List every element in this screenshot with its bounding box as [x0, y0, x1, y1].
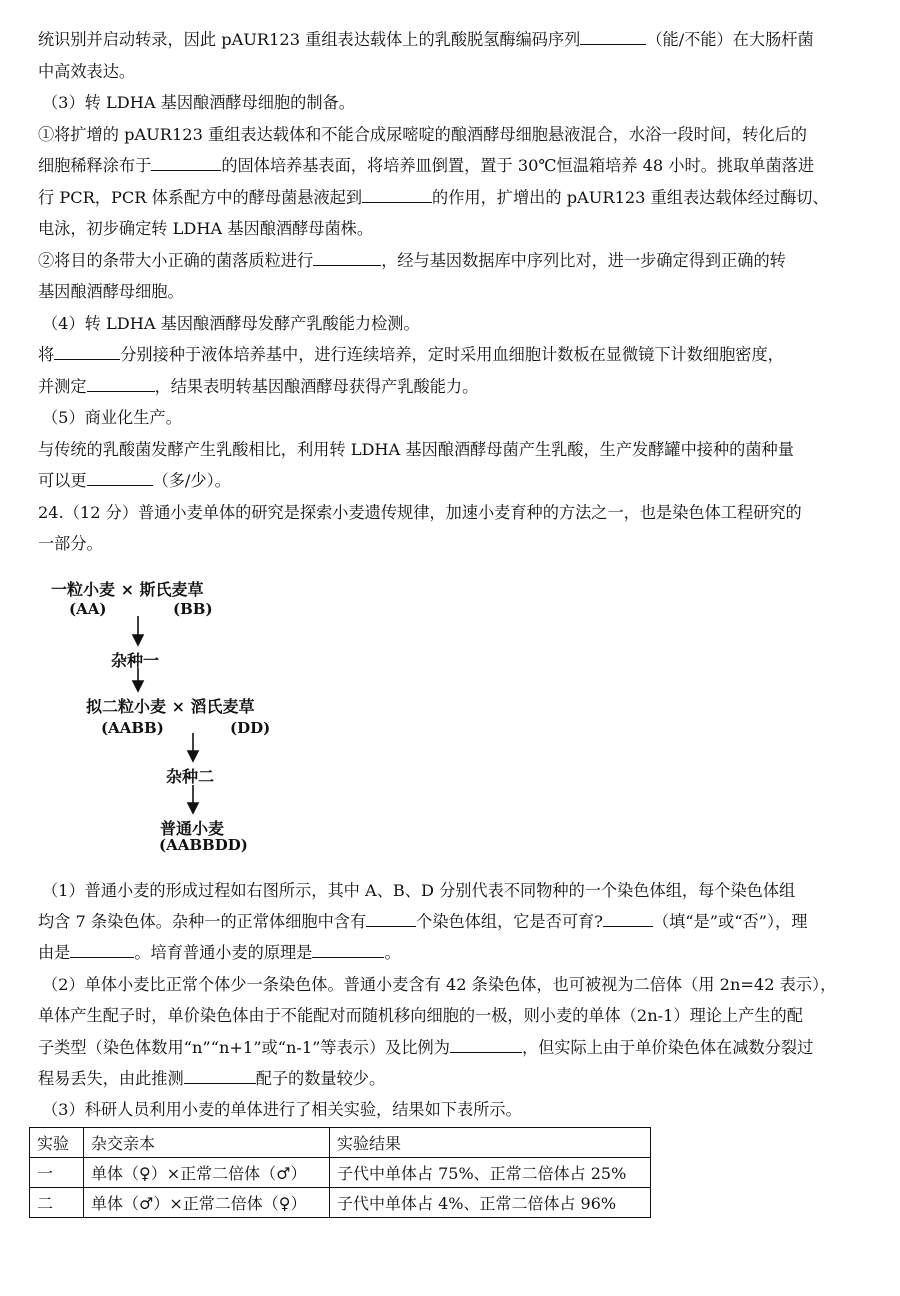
text-line	[38, 942, 401, 964]
text-line: ①将扩增的 pAUR123 重组表达载体和不能合成尿嘧啶的酿酒酵母细胞悬液混合，水浴一段时间，转化后的	[38, 125, 807, 144]
text: （能/不能）在大肠杆菌	[646, 30, 814, 49]
table-header-row	[30, 1128, 651, 1158]
table-row	[30, 1188, 651, 1218]
table-header-cell: 实验结果	[330, 1128, 651, 1158]
text: 配子的数量较少。	[255, 1069, 386, 1088]
arrow-head-icon	[133, 681, 143, 691]
text: 统识别并启动转录，因此 pAUR123 重组表达载体上的乳酸脱氢酶编码序列	[38, 30, 581, 49]
text-line: 中高效表达。	[38, 62, 136, 81]
answer-blank[interactable]	[313, 250, 381, 266]
answer-blank[interactable]	[603, 911, 653, 927]
text: 将	[38, 345, 55, 364]
arrow-head-icon	[133, 635, 143, 645]
text: ，结果表明转基因酿酒酵母获得产乳酸能力。	[154, 377, 479, 396]
results-table	[29, 1127, 651, 1218]
hybrid-two-label: 杂种二	[166, 767, 215, 786]
text: 分别接种于液体培养基中，进行连续培养，定时采用血细胞计数板在显微镜下计数细胞密度，	[120, 345, 784, 364]
text: （多/少）。	[152, 471, 231, 490]
answer-blank[interactable]	[184, 1068, 256, 1084]
text: 由是	[38, 943, 71, 962]
text-line	[38, 1068, 385, 1090]
diagram-parents-2: 拟二粒小麦 × 滔氏麦草	[86, 697, 255, 716]
text-line: （2）单体小麦比正常个体少一条染色体。普通小麦含有 42 条染色体，也可被视为二倍体（用 2n=42 表示），	[42, 975, 837, 994]
text: 可以更	[38, 471, 87, 490]
text: ，但实际上由于单价染色体在减数分裂过	[521, 1038, 814, 1057]
table-cell: 子代中单体占 4%、正常二倍体占 96%	[330, 1188, 651, 1218]
answer-blank[interactable]	[312, 942, 384, 958]
section-heading: （4）转 LDHA 基因酿酒酵母发酵产乳酸能力检测。	[42, 314, 420, 333]
text-line: 与传统的乳酸菌发酵产生乳酸相比，利用转 LDHA 基因酿酒酵母菌产生乳酸，生产发酵罐中接种的菌种量	[38, 440, 794, 459]
answer-blank[interactable]	[580, 29, 646, 45]
genome-dd: (DD)	[230, 719, 271, 737]
table-cell: 子代中单体占 75%、正常二倍体占 25%	[330, 1158, 651, 1188]
section-heading: （3）转 LDHA 基因酿酒酵母细胞的制备。	[42, 93, 355, 112]
answer-blank[interactable]	[450, 1037, 522, 1053]
diagram-parents-1: 一粒小麦 × 斯氏麦草	[51, 580, 204, 599]
genome-bb: (BB)	[173, 600, 213, 618]
arrow-head-icon	[188, 803, 198, 813]
text-line: 电泳，初步确定转 LDHA 基因酿酒酵母菌株。	[38, 219, 374, 238]
text-line	[38, 1037, 813, 1059]
common-wheat-label: 普通小麦	[160, 819, 225, 838]
section-heading: （5）商业化生产。	[42, 408, 182, 427]
text: ，经与基因数据库中序列比对，进一步确定得到正确的转	[381, 251, 786, 270]
genome-aa: (AA)	[69, 600, 107, 618]
answer-blank[interactable]	[366, 911, 416, 927]
text-line: 单体产生配子时，单价染色体由于不能配对而随机移向细胞的一极，则小麦的单体（2n-1）理论上产生的配	[38, 1006, 803, 1025]
text: 的固体培养基表面，将培养皿倒置，置于 30℃恒温箱培养 48 小时。挑取单菌落进	[221, 156, 815, 175]
genome-aabbdd: (AABBDD)	[159, 836, 248, 854]
text: 个染色体组，它是否可育?	[416, 912, 603, 931]
text: ②将目的条带大小正确的菌落质粒进行	[38, 251, 314, 270]
table-cell: 单体（♂）×正常二倍体（♀）	[84, 1188, 330, 1218]
text: 细胞稀释涂布于	[38, 156, 152, 175]
answer-blank[interactable]	[70, 942, 134, 958]
text: 程易丢失，由此推测	[38, 1069, 184, 1088]
genome-aabb: (AABB)	[101, 719, 164, 737]
question-heading: 24.（12 分）普通小麦单体的研究是探索小麦遗传规律，加速小麦育种的方法之一，也是染色体工程研究的	[38, 503, 802, 522]
table-header-cell: 杂交亲本	[84, 1128, 330, 1158]
text: 并测定	[38, 377, 87, 396]
hybrid-one-label: 杂种一	[111, 651, 160, 670]
text: 子类型（染色体数用“n”“n+1”或“n-1”等表示）及比例为	[38, 1038, 450, 1057]
text: 。培育普通小麦的原理是	[134, 943, 313, 962]
table-row	[30, 1158, 651, 1188]
text: 均含 7 条染色体。杂种一的正常体细胞中含有	[38, 912, 367, 931]
answer-blank[interactable]	[362, 187, 432, 203]
table-cell: 二	[30, 1188, 84, 1218]
text: （填“是”或“否”），理	[652, 912, 808, 931]
text-line	[38, 911, 807, 933]
table-cell: 单体（♀）×正常二倍体（♂）	[84, 1158, 330, 1188]
text: 行 PCR，PCR 体系配方中的酵母菌悬液起到	[38, 188, 363, 207]
diagram-arrows	[0, 0, 300, 880]
arrow-head-icon	[188, 751, 198, 761]
text-line: 基因酿酒酵母细胞。	[38, 282, 184, 301]
text: 。	[384, 943, 401, 962]
text-line: 一部分。	[38, 534, 103, 553]
text-line: （3）科研人员利用小麦的单体进行了相关实验，结果如下表所示。	[42, 1100, 522, 1119]
table-cell: 一	[30, 1158, 84, 1188]
text-line: （1）普通小麦的形成过程如右图所示，其中 A、B、D 分别代表不同物种的一个染色体组，每个染色体组	[42, 881, 796, 900]
table-header-cell: 实验	[30, 1128, 84, 1158]
text: 的作用，扩增出的 pAUR123 重组表达载体经过酶切、	[432, 188, 829, 207]
